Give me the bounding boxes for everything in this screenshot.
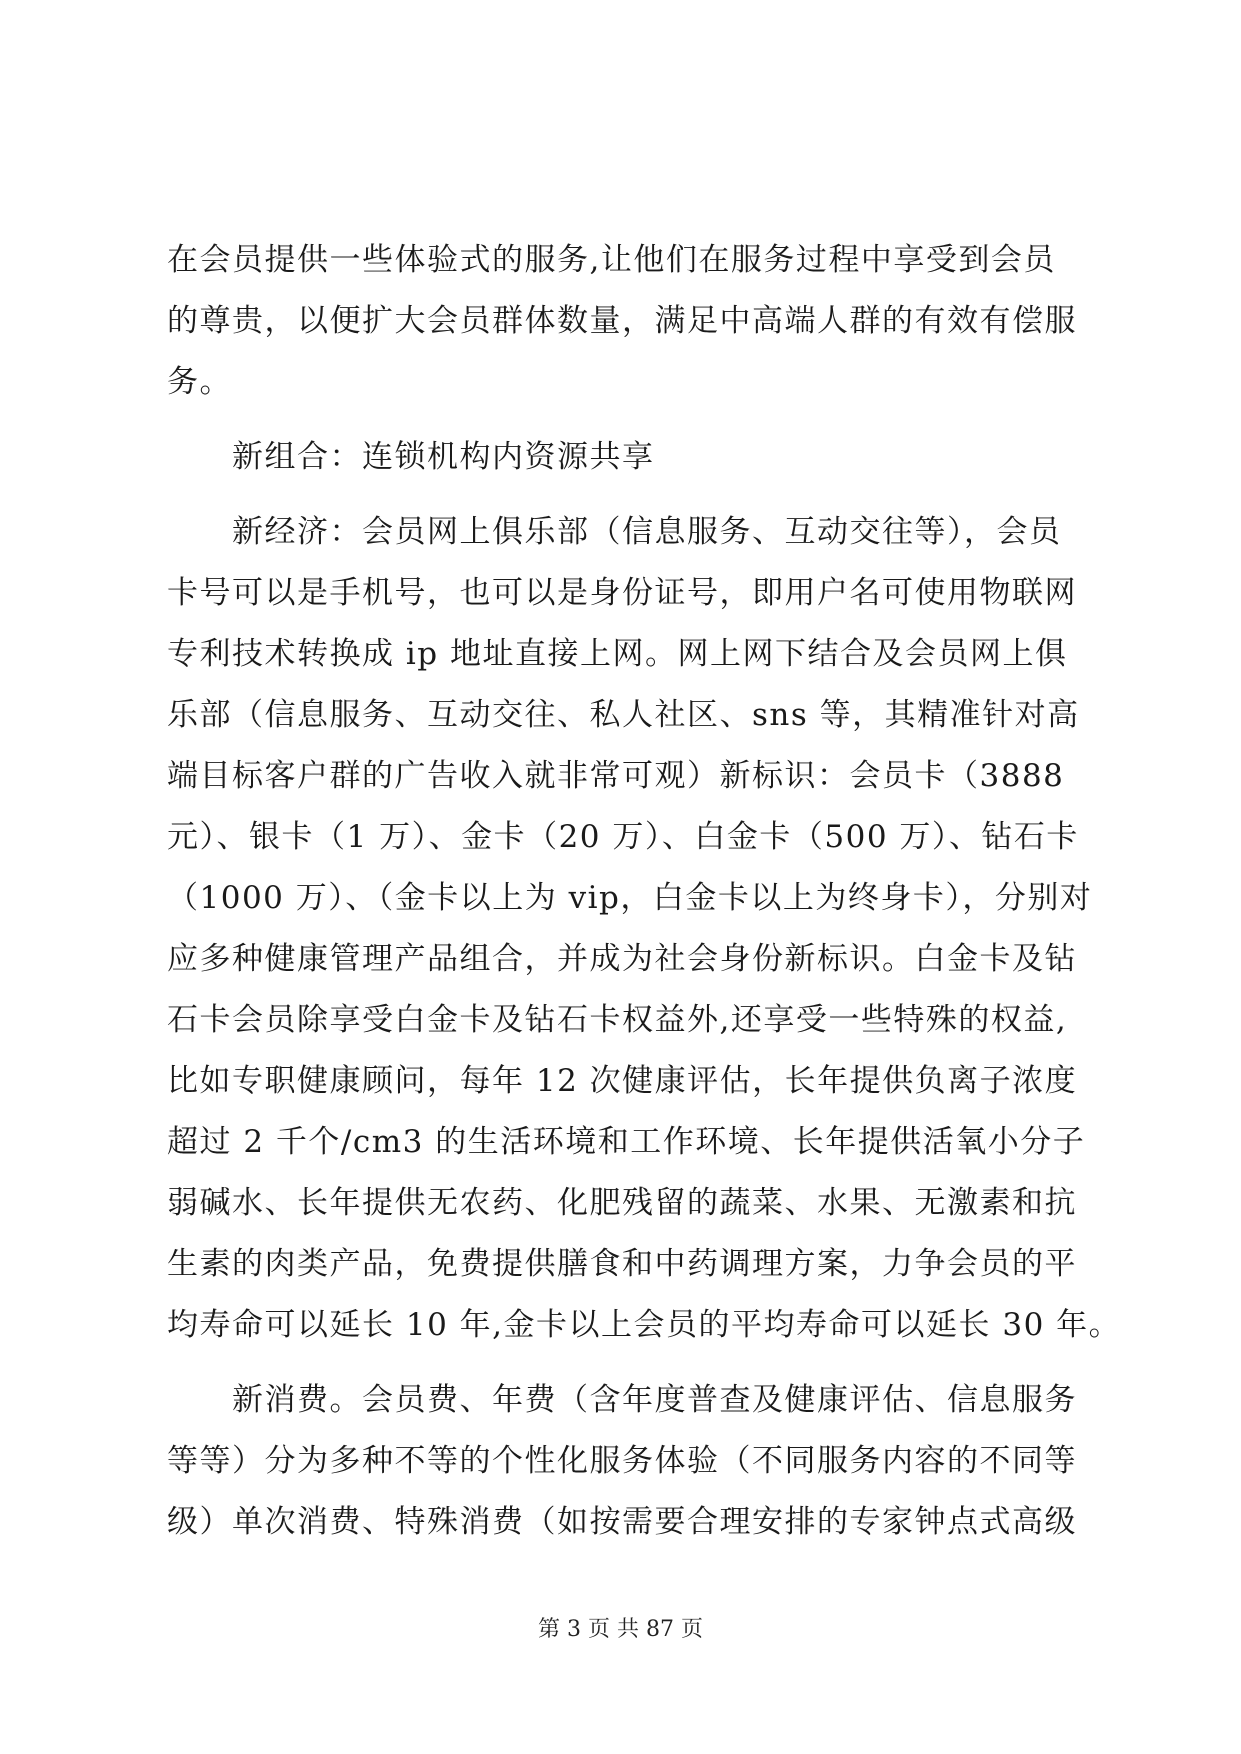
document-body — [167, 230, 1122, 1553]
text-line: 应多种健康管理产品组合，并成为社会身份新标识。白金卡及钻 — [167, 941, 1077, 977]
text-line: 均寿命可以延长 10 年,金卡以上会员的平均寿命可以延长 30 年。 — [167, 1307, 1122, 1343]
text-line: 石卡会员除享受白金卡及钻石卡权益外,还享受一些特殊的权益, — [167, 1002, 1068, 1038]
paragraph-gap — [167, 1356, 1079, 1370]
text-line: 级）单次消费、特殊消费（如按需要合理安排的专家钟点式高级 — [167, 1504, 1077, 1540]
text-line: （1000 万）、（金卡以上为 vip，白金卡以上为终身卡），分别对 — [167, 880, 1093, 916]
text-line: 生素的肉类产品，免费提供膳食和中药调理方案，力争会员的平 — [167, 1246, 1077, 1282]
text-line: 等等）分为多种不等的个性化服务体验（不同服务内容的不同等 — [167, 1443, 1077, 1479]
text-line: 新经济：会员网上俱乐部（信息服务、互动交往等），会员 — [167, 514, 1062, 550]
text-line: 超过 2 千个/cm3 的生活环境和工作环境、长年提供活氧小分子 — [167, 1124, 1086, 1160]
text-line: 元）、银卡（1 万）、金卡（20 万）、白金卡（500 万）、钻石卡 — [167, 819, 1079, 855]
text-line: 新消费。会员费、年费（含年度普查及健康评估、信息服务 — [167, 1382, 1077, 1418]
text-line: 卡号可以是手机号，也可以是身份证号，即用户名可使用物联网 — [167, 575, 1077, 611]
text-line: 乐部（信息服务、互动交往、私人社区、sns 等，其精准针对高 — [167, 697, 1080, 733]
text-line: 弱碱水、长年提供无农药、化肥残留的蔬菜、水果、无激素和抗 — [167, 1185, 1077, 1221]
text-line: 专利技术转换成 ip 地址直接上网。网上网下结合及会员网上俱 — [167, 636, 1068, 672]
text-line: 新组合：连锁机构内资源共享 — [167, 439, 655, 475]
paragraph-gap — [167, 488, 1079, 502]
text-line: 在会员提供一些体验式的服务,让他们在服务过程中享受到会员 — [167, 242, 1056, 278]
text-line: 比如专职健康顾问，每年 12 次健康评估，长年提供负离子浓度 — [167, 1063, 1078, 1099]
text-line: 的尊贵，以便扩大会员群体数量，满足中高端人群的有效有偿服 — [167, 303, 1077, 339]
paragraph-gap — [167, 413, 1079, 427]
text-line: 务。 — [167, 364, 232, 400]
page-footer: 第 3 页 共 87 页 — [538, 1617, 703, 1642]
text-line: 端目标客户群的广告收入就非常可观）新标识：会员卡（3888 — [167, 758, 1065, 794]
